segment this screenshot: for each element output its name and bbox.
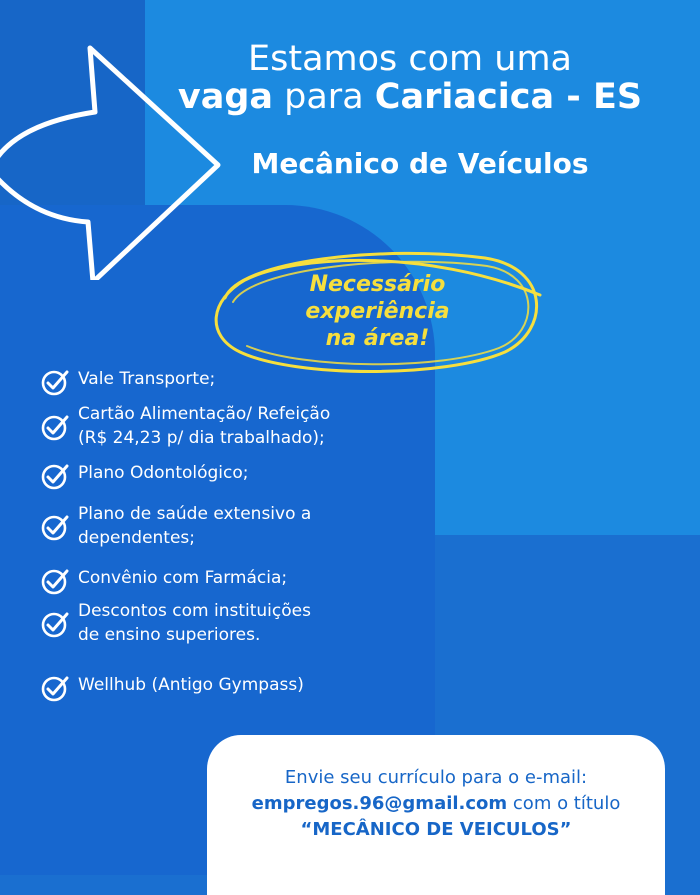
experience-line-2: experiência	[305, 299, 450, 324]
check-circle-icon	[40, 512, 70, 542]
contact-card	[207, 735, 665, 895]
contact-after-email: com o título	[507, 793, 621, 814]
contact-subject-text: “MECÂNICO DE VEICULOS”	[300, 819, 572, 840]
check-circle-icon	[40, 566, 70, 596]
benefit-text	[78, 566, 287, 590]
benefit-line: Descontos com instituições	[78, 601, 311, 621]
benefit-line: Vale Transporte;	[78, 369, 216, 389]
benefit-line: Convênio com Farmácia;	[78, 568, 288, 588]
experience-callout	[205, 240, 550, 380]
benefit-line: dependentes;	[78, 528, 196, 548]
contact-subject	[207, 817, 665, 843]
benefit-text	[78, 367, 215, 391]
benefit-line: Wellhub (Antigo Gympass)	[78, 675, 304, 695]
job-title: Mecânico de Veículos	[251, 147, 589, 180]
benefit-item	[40, 502, 420, 550]
benefit-text	[78, 402, 330, 450]
experience-text	[205, 271, 550, 352]
check-circle-icon	[40, 461, 70, 491]
benefit-line: de ensino superiores.	[78, 625, 261, 645]
headline	[170, 40, 650, 116]
contact-line-1: Envie seu currículo para o e-mail:	[284, 767, 588, 788]
headline-location: Cariacica - ES	[374, 77, 643, 117]
contact-email[interactable]: empregos.96@gmail.com	[251, 793, 508, 814]
benefit-item	[40, 599, 420, 647]
check-circle-icon	[40, 367, 70, 397]
benefit-item	[40, 673, 420, 703]
check-circle-icon	[40, 673, 70, 703]
experience-line-3: na área!	[325, 326, 430, 351]
headline-vaga: vaga	[177, 77, 274, 117]
benefit-line: Plano de saúde extensivo a	[78, 504, 312, 524]
benefit-text	[78, 502, 311, 550]
benefit-line: Cartão Alimentação/ Refeição	[78, 404, 331, 424]
contact-line-2	[207, 791, 665, 817]
benefit-item	[40, 367, 420, 397]
headline-para: para	[273, 77, 375, 117]
benefit-item	[40, 402, 420, 450]
contact-text	[207, 765, 665, 843]
check-circle-icon	[40, 609, 70, 639]
benefit-item	[40, 461, 420, 491]
benefit-text	[78, 673, 304, 697]
benefit-item	[40, 566, 420, 596]
experience-line-1: Necessário	[309, 272, 446, 297]
benefit-line: Plano Odontológico;	[78, 463, 249, 483]
check-circle-icon	[40, 412, 70, 442]
headline-line-1: Estamos com uma	[248, 39, 572, 79]
benefit-line: (R$ 24,23 p/ dia trabalhado);	[78, 428, 325, 448]
headline-line-2	[170, 78, 650, 116]
benefit-text	[78, 461, 249, 485]
benefit-text	[78, 599, 311, 647]
